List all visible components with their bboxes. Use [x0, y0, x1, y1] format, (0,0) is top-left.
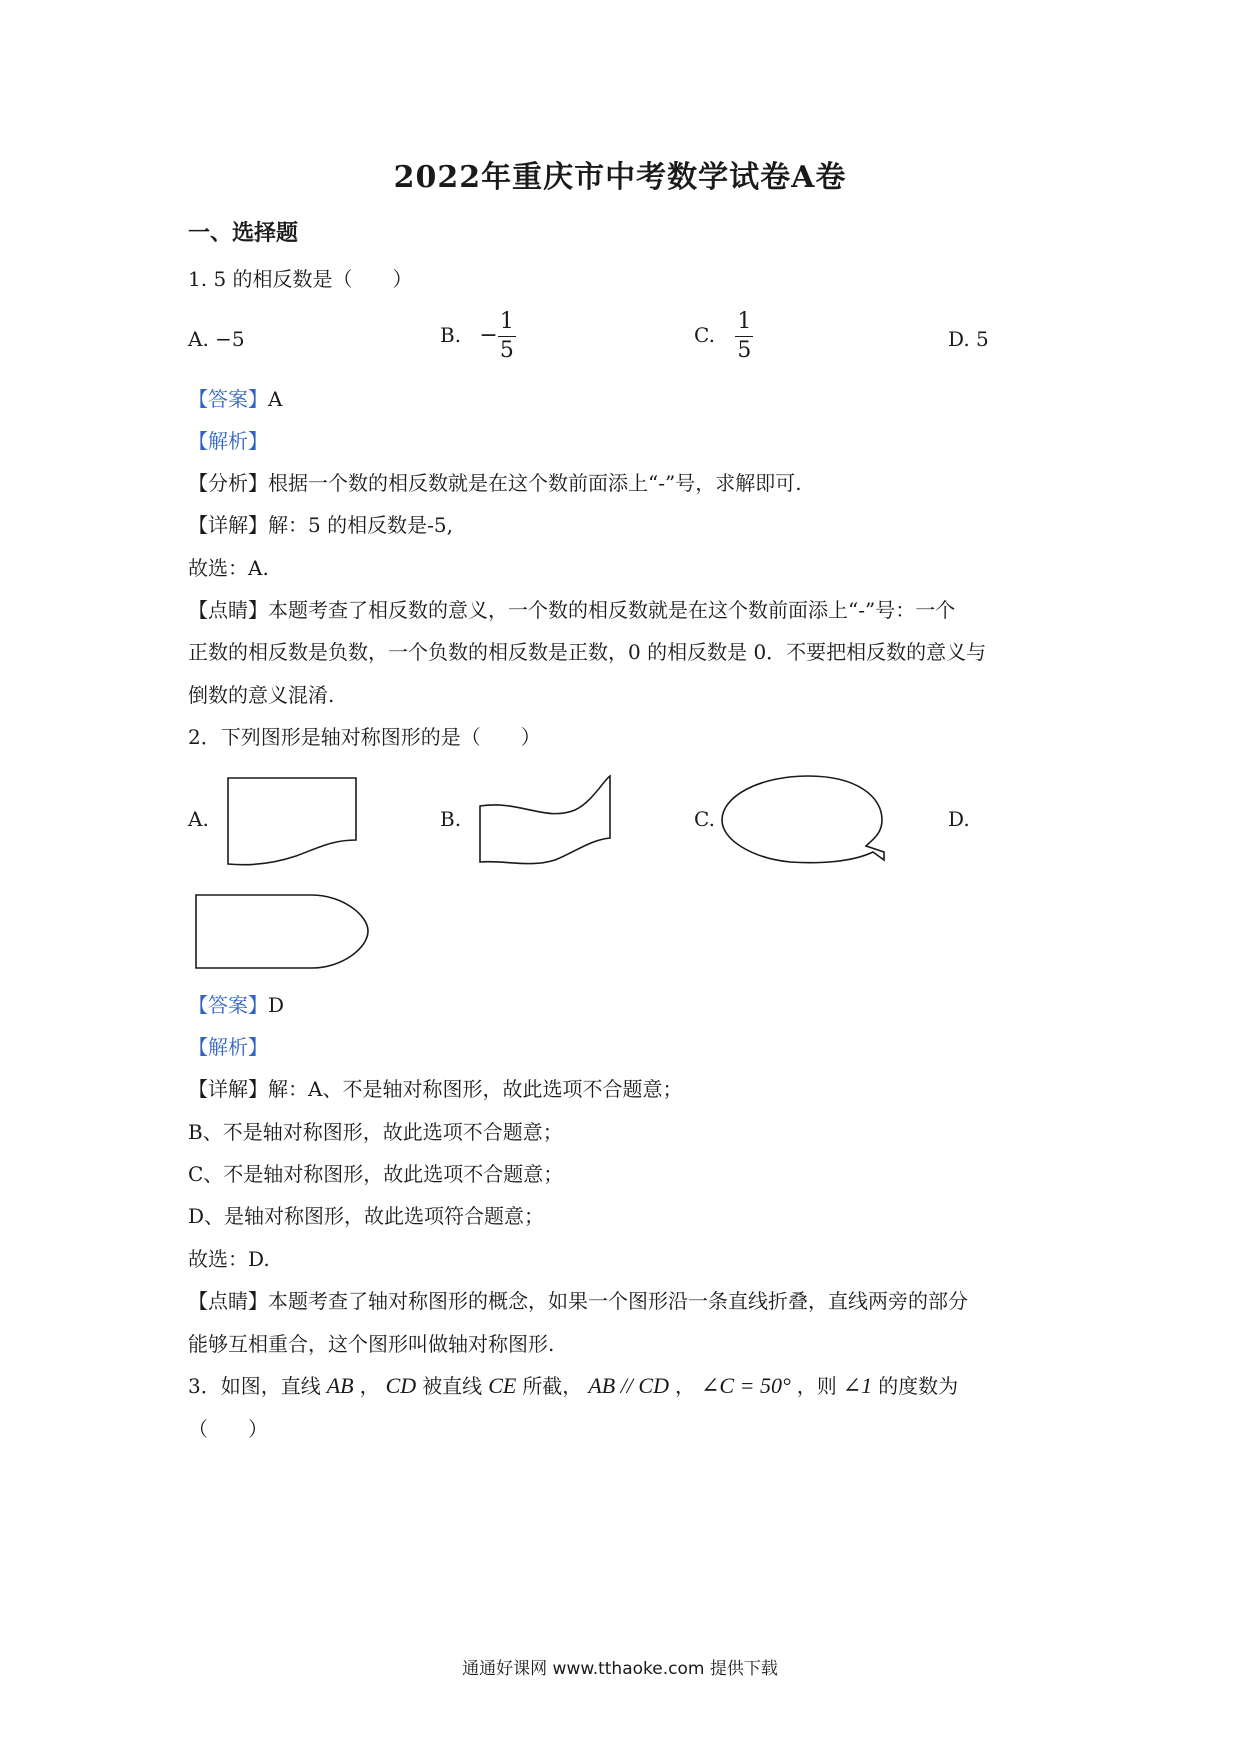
q2-detail-b: B、不是轴对称图形，故此选项不合题意；	[188, 1120, 563, 1144]
fraction-numerator: 1	[498, 308, 516, 337]
fraction-denominator: 5	[737, 338, 752, 363]
q3-parallel: AB // CD	[588, 1373, 669, 1398]
q2-analysis-tag: 【解析】	[188, 1035, 268, 1059]
section-heading: 一、选择题	[188, 220, 299, 246]
q3-prefix: 3．如图，直线	[188, 1374, 321, 1398]
q3-cd: CD	[385, 1373, 417, 1398]
q1-note-line2: 正数的相反数是负数，一个负数的相反数是正数，0 的相反数是 0．不要把相反数的意义与	[188, 640, 987, 664]
q2-note-line2: 能够互相重合，这个图形叫做轴对称图形.	[188, 1332, 555, 1356]
q1-analysis-tag: 【解析】	[188, 429, 268, 453]
q2-choose: 故选：D.	[188, 1247, 270, 1271]
fraction-numerator: 1	[735, 308, 753, 337]
q3-paren: （ ）	[188, 1417, 268, 1441]
q2-answer	[188, 992, 284, 1018]
note-tag: 【点睛】	[188, 598, 268, 622]
q3-comma1: ，	[359, 1374, 380, 1398]
shape-d	[196, 895, 368, 968]
q3-angle1: ∠1	[842, 1373, 873, 1398]
q2-option-d-label: D.	[948, 807, 970, 831]
q3-suffix: 的度数为	[878, 1374, 959, 1398]
q3-mid3: ，则	[796, 1374, 837, 1398]
q3-stem	[188, 1373, 958, 1399]
q1-option-d: D. 5	[948, 327, 989, 351]
answer-tag: 【答案】	[188, 993, 268, 1017]
q1-choose: 故选：A.	[188, 556, 269, 580]
q2-stem: 2．下列图形是轴对称图形的是（ ）	[188, 725, 541, 749]
q2-note-line1	[188, 1288, 968, 1314]
q1-stem: 1. 5 的相反数是（ ）	[188, 267, 413, 291]
q3-ce: CE	[488, 1373, 517, 1398]
note-text: 本题考查了轴对称图形的概念，如果一个图形沿一条直线折叠，直线两旁的部分	[268, 1289, 968, 1313]
answer-value: D	[268, 993, 285, 1017]
detail-tag: 【详解】	[188, 513, 268, 537]
detail-text: 解：A、不是轴对称图形，故此选项不合题意；	[268, 1077, 683, 1101]
fenxi-text: 根据一个数的相反数就是在这个数前面添上“-”号，求解即可.	[268, 471, 802, 495]
q3-angle: ∠C = 50°	[700, 1373, 791, 1398]
q3-ab: AB	[326, 1373, 354, 1398]
q2-detail-a	[188, 1076, 682, 1102]
q2-detail-d: D、是轴对称图形，故此选项符合题意；	[188, 1204, 545, 1228]
fraction-denominator: 5	[499, 338, 514, 363]
detail-tag: 【详解】	[188, 1077, 268, 1101]
answer-tag: 【答案】	[188, 387, 268, 411]
q3-comma2: ，	[674, 1374, 695, 1398]
q1-option-c-label: C.	[694, 323, 715, 347]
q1-note-line3: 倒数的意义混淆.	[188, 683, 335, 707]
q1-option-b-sign: −	[479, 323, 498, 348]
page-footer: 通通好课网 www.tthaoke.com 提供下载	[462, 1659, 778, 1679]
detail-text: 解：5 的相反数是-5,	[268, 513, 453, 537]
q2-option-c-label: C.	[694, 807, 715, 831]
page-title: 2022年重庆市中考数学试卷A卷	[393, 160, 847, 195]
answer-value: A	[268, 387, 283, 411]
shape-a	[228, 778, 356, 865]
q3-mid2: 所截，	[522, 1374, 583, 1398]
shape-c	[722, 776, 884, 863]
q1-option-b-label: B.	[440, 323, 462, 347]
q2-option-b-label: B.	[440, 807, 462, 831]
q3-mid1: 被直线	[422, 1374, 483, 1398]
fenxi-tag: 【分析】	[188, 471, 268, 495]
q1-option-a: A. −5	[188, 327, 245, 351]
shape-b	[480, 776, 610, 864]
note-text: 本题考查了相反数的意义，一个数的相反数就是在这个数前面添上“-”号：一个	[268, 598, 956, 622]
q2-option-a-label: A.	[188, 807, 209, 831]
note-tag: 【点睛】	[188, 1289, 268, 1313]
q2-detail-c: C、不是轴对称图形，故此选项不合题意；	[188, 1162, 564, 1186]
